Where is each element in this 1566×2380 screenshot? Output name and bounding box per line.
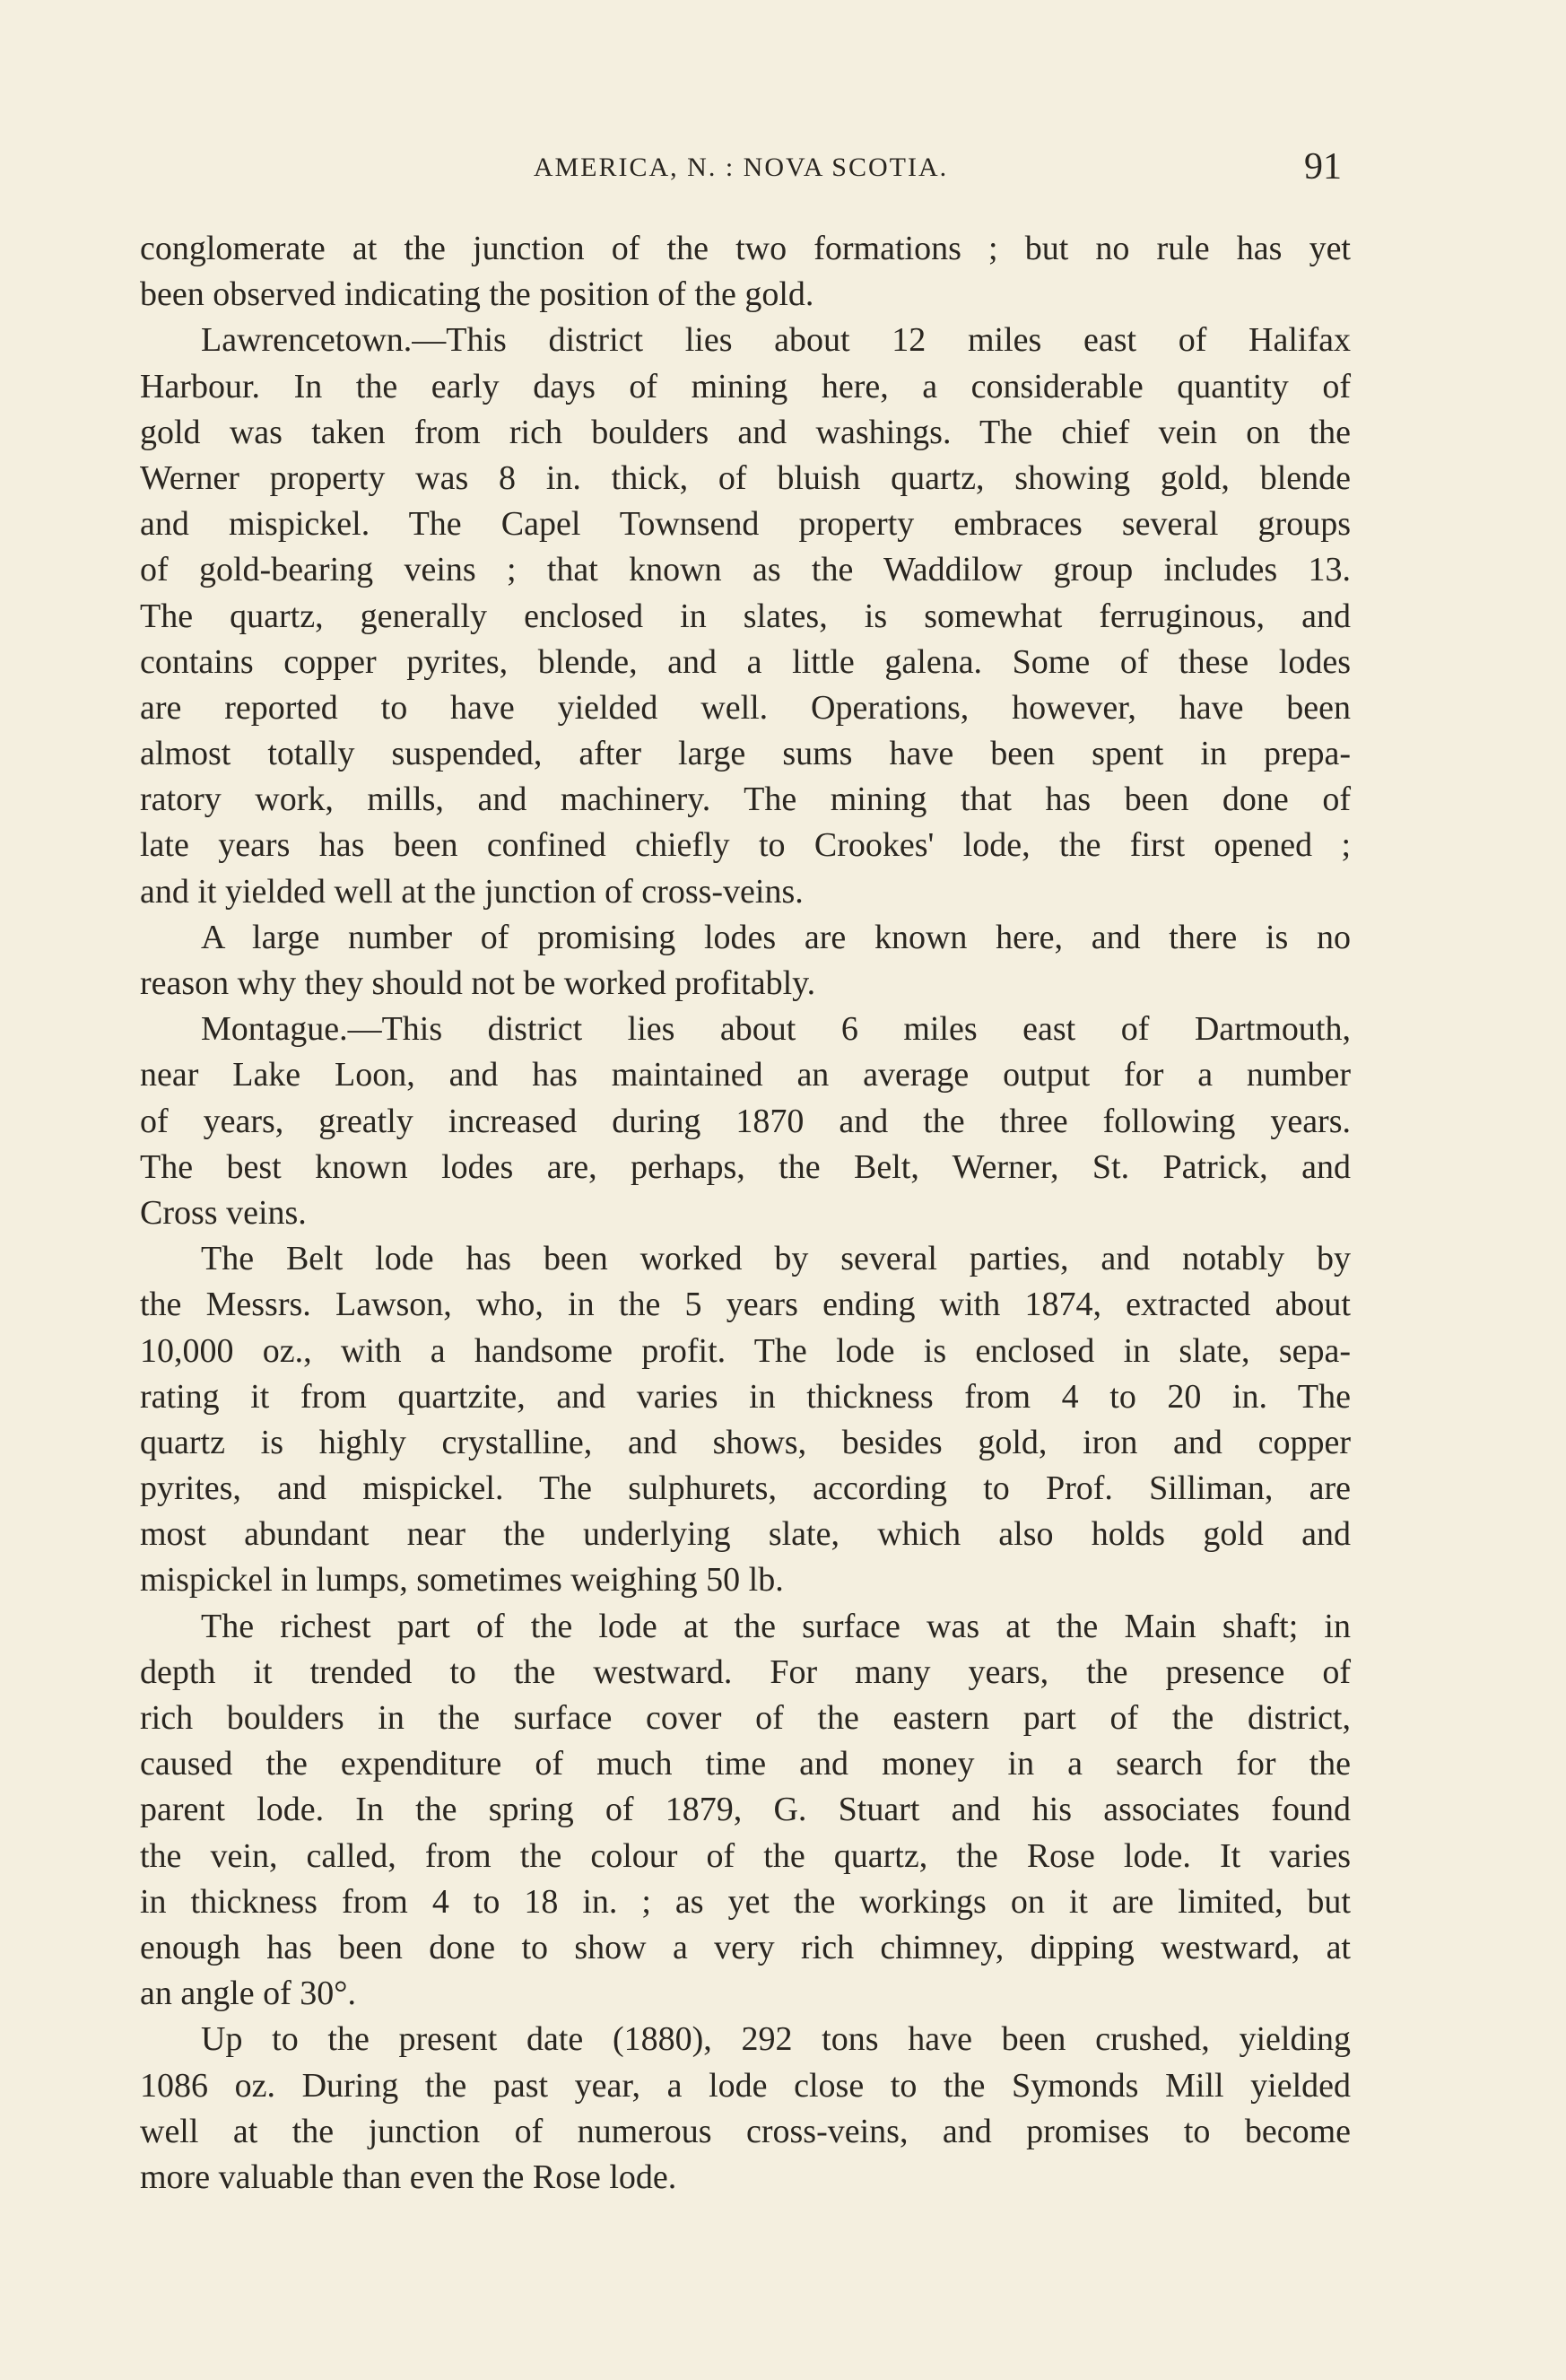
text-line: been observed indicating the position of the gold.	[140, 275, 814, 314]
text-line: ratory work, mills, and machinery. The mining that has been done of	[140, 780, 1351, 819]
page-number: 91	[1304, 146, 1342, 187]
text-line: the Messrs. Lawson, who, in the 5 years ending with 1874, extracted about	[140, 1286, 1351, 1324]
text-line: Montague.—This district lies about 6 miles east of Dartmouth,	[201, 1010, 1351, 1049]
text-line: rating it from quartzite, and varies in thickness from 4 to 20 in. The	[140, 1377, 1351, 1416]
text-line: depth it trended to the westward. For many years, the presence of	[140, 1652, 1351, 1691]
text-line: caused the expenditure of much time and money in a search for the	[140, 1745, 1351, 1783]
text-line: are reported to have yielded well. Operations, however, have been	[140, 688, 1351, 727]
text-line: contains copper pyrites, blende, and a little galena. Some of these lodes	[140, 642, 1351, 681]
text-line: most abundant near the underlying slate, which also holds gold and	[140, 1515, 1351, 1554]
text-line: The quartz, generally enclosed in slates, is somewhat ferruginous, and	[140, 597, 1351, 635]
text-line: parent lode. In the spring of 1879, G. Stuart and his associates found	[140, 1791, 1351, 1829]
text-line: of gold-bearing veins ; that known as the Waddilow group includes 13.	[140, 551, 1351, 589]
text-line: gold was taken from rich boulders and washings. The chief vein on the	[140, 413, 1351, 451]
text-line: pyrites, and mispickel. The sulphurets, according to Prof. Silliman, are	[140, 1469, 1351, 1508]
running-head	[140, 145, 1342, 190]
text-line: Lawrencetown.—This district lies about 12 miles east of Halifax	[201, 321, 1351, 360]
text-line: conglomerate at the junction of the two formations ; but no rule has yet	[140, 230, 1351, 267]
text-line: A large number of promising lodes are known here, and there is no	[201, 918, 1351, 956]
text-line: enough has been done to show a very rich chimney, dipping westward, at	[140, 1928, 1351, 1966]
text-line: quartz is highly crystalline, and shows, besides gold, iron and copper	[140, 1423, 1351, 1461]
text-line: and it yielded well at the junction of cross-veins.	[140, 872, 804, 911]
text-line: 1086 oz. During the past year, a lode close to the Symonds Mill yielded	[140, 2066, 1351, 2105]
text-line: 10,000 oz., with a handsome profit. The lode is enclosed in slate, sepa-	[140, 1331, 1351, 1370]
text-line: and mispickel. The Capel Townsend property embraces several groups	[140, 505, 1351, 544]
text-line: near Lake Loon, and has maintained an average output for a number	[140, 1056, 1351, 1094]
text-line: late years has been confined chiefly to Crookes' lode, the first opened ;	[140, 826, 1351, 865]
text-line: The best known lodes are, perhaps, the Belt, Werner, St. Patrick, and	[140, 1147, 1351, 1186]
text-line: Cross veins.	[140, 1193, 307, 1232]
text-line: Harbour. In the early days of mining here, a considerable quantity of	[140, 367, 1351, 405]
text-line: in thickness from 4 to 18 in. ; as yet the workings on it are limited, but	[140, 1882, 1351, 1921]
text-line: mispickel in lumps, sometimes weighing 50 lb.	[140, 1561, 784, 1600]
text-line: the vein, called, from the colour of the quartz, the Rose lode. It varies	[140, 1836, 1351, 1875]
text-line: more valuable than even the Rose lode.	[140, 2158, 677, 2196]
text-line: rich boulders in the surface cover of the eastern part of the district,	[140, 1699, 1351, 1737]
text-line: of years, greatly increased during 1870 and the three following years.	[140, 1102, 1351, 1140]
text-line: Werner property was 8 in. thick, of bluish quartz, showing gold, blende	[140, 458, 1351, 497]
text-line: an angle of 30°.	[140, 1975, 357, 2013]
body-text	[140, 226, 1351, 2201]
text-line: The richest part of the lode at the surface was at the Main shaft; in	[201, 1607, 1351, 1645]
text-line: The Belt lode has been worked by several parties, and notably by	[201, 1240, 1351, 1278]
text-line: reason why they should not be worked profitably.	[140, 964, 816, 1002]
text-line: almost totally suspended, after large sums have been spent in prepa-	[140, 735, 1351, 773]
text-line: Up to the present date (1880), 292 tons have been crushed, yielding	[201, 2020, 1351, 2059]
running-title: AMERICA, N. : NOVA SCOTIA.	[533, 153, 949, 182]
text-line: well at the junction of numerous cross-veins, and promises to become	[140, 2112, 1351, 2150]
